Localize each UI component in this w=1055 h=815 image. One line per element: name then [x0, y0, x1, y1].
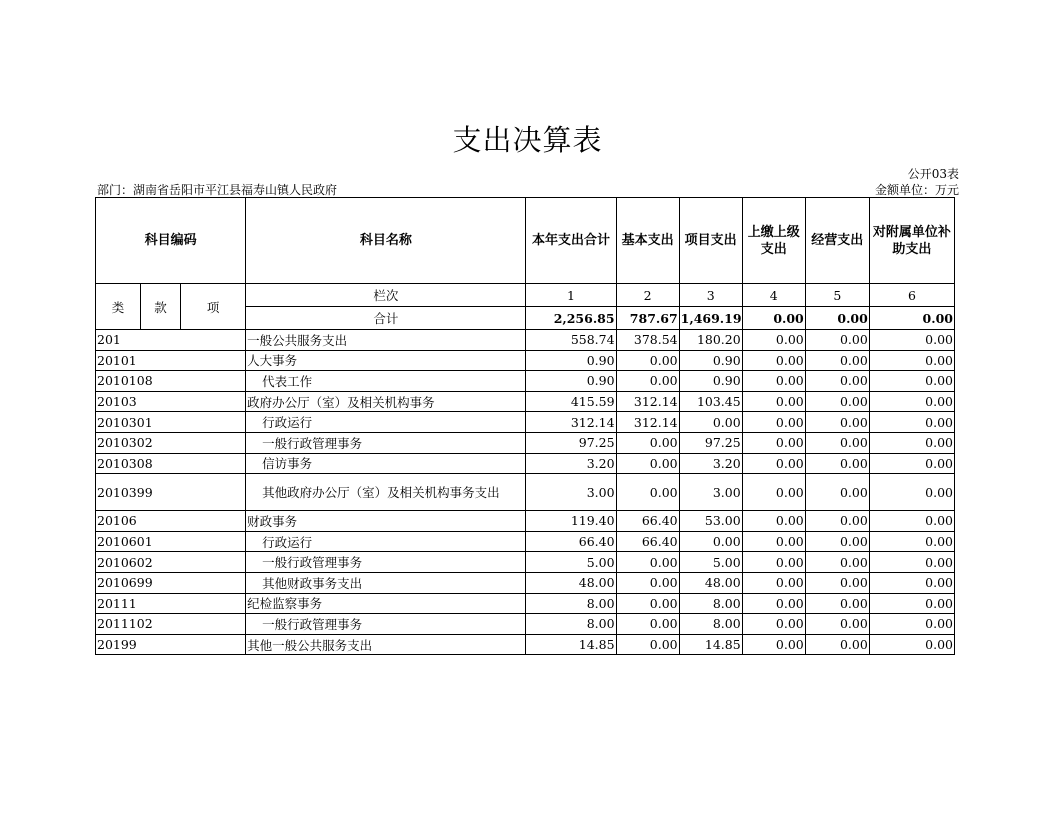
total-cell: 2,256.85 — [526, 307, 616, 330]
row-value: 119.40 — [526, 511, 616, 532]
header-project: 项目支出 — [679, 198, 742, 284]
row-value: 0.00 — [742, 371, 805, 392]
header-lei: 类 — [96, 284, 141, 330]
row-code: 20106 — [96, 511, 246, 532]
row-value: 66.40 — [616, 531, 679, 552]
col-index-6: 6 — [869, 284, 954, 307]
row-value: 0.00 — [616, 453, 679, 474]
table-row — [96, 593, 955, 614]
row-code: 2010108 — [96, 371, 246, 392]
row-value: 8.00 — [679, 614, 742, 635]
row-value: 0.00 — [869, 474, 954, 511]
row-value: 0.00 — [616, 432, 679, 453]
row-value: 0.00 — [742, 552, 805, 573]
table-row — [96, 371, 955, 392]
row-value: 0.00 — [805, 371, 869, 392]
table-row — [96, 552, 955, 573]
row-value: 0.00 — [742, 350, 805, 371]
row-value: 0.00 — [679, 412, 742, 433]
row-value: 0.00 — [869, 453, 954, 474]
col-index-3: 3 — [679, 284, 742, 307]
row-code: 20111 — [96, 593, 246, 614]
row-value: 0.00 — [616, 634, 679, 655]
row-name: 财政事务 — [246, 511, 526, 532]
row-value: 0.00 — [742, 572, 805, 593]
row-name: 其他财政事务支出 — [246, 572, 526, 593]
row-value: 0.00 — [616, 593, 679, 614]
col-index-5: 5 — [805, 284, 869, 307]
row-value: 97.25 — [526, 432, 616, 453]
row-value: 0.00 — [805, 572, 869, 593]
row-value: 3.00 — [679, 474, 742, 511]
row-value: 180.20 — [679, 330, 742, 351]
row-value: 312.14 — [616, 391, 679, 412]
row-value: 3.20 — [679, 453, 742, 474]
row-value: 5.00 — [679, 552, 742, 573]
row-value: 0.00 — [742, 634, 805, 655]
row-value: 3.20 — [526, 453, 616, 474]
header-remit: 上缴上级支出 — [742, 198, 805, 284]
row-value: 0.00 — [805, 511, 869, 532]
row-value: 0.00 — [805, 634, 869, 655]
row-value: 0.00 — [869, 330, 954, 351]
row-name: 纪检监察事务 — [246, 593, 526, 614]
row-value: 0.00 — [869, 531, 954, 552]
row-code: 2010699 — [96, 572, 246, 593]
row-value: 5.00 — [526, 552, 616, 573]
header-total: 本年支出合计 — [526, 198, 616, 284]
row-value: 0.00 — [869, 350, 954, 371]
row-value: 415.59 — [526, 391, 616, 412]
row-code: 20101 — [96, 350, 246, 371]
row-value: 0.00 — [869, 614, 954, 635]
row-value: 558.74 — [526, 330, 616, 351]
row-value: 0.00 — [805, 330, 869, 351]
row-value: 0.00 — [616, 614, 679, 635]
row-name: 行政运行 — [246, 412, 526, 433]
row-value: 0.00 — [805, 531, 869, 552]
row-value: 0.00 — [805, 474, 869, 511]
header-row — [96, 198, 955, 284]
page-title: 支出决算表 — [452, 123, 603, 157]
row-value: 0.00 — [679, 531, 742, 552]
header-subsidy: 对附属单位补助支出 — [869, 198, 954, 284]
row-code: 2010601 — [96, 531, 246, 552]
row-code: 2010399 — [96, 474, 246, 511]
row-value: 97.25 — [679, 432, 742, 453]
col-index-2: 2 — [616, 284, 679, 307]
row-value: 0.00 — [805, 412, 869, 433]
row-value: 0.00 — [742, 391, 805, 412]
expenditure-table — [95, 197, 955, 655]
table-body — [96, 330, 955, 655]
table-row — [96, 572, 955, 593]
row-value: 0.00 — [742, 432, 805, 453]
table-row — [96, 330, 955, 351]
row-name: 政府办公厅（室）及相关机构事务 — [246, 391, 526, 412]
header-name: 科目名称 — [246, 198, 526, 284]
row-value: 48.00 — [679, 572, 742, 593]
row-value: 3.00 — [526, 474, 616, 511]
row-value: 0.00 — [805, 593, 869, 614]
row-value: 0.00 — [616, 572, 679, 593]
col-index-4: 4 — [742, 284, 805, 307]
row-value: 8.00 — [526, 614, 616, 635]
header-basic: 基本支出 — [616, 198, 679, 284]
header-business: 经营支出 — [805, 198, 869, 284]
row-value: 0.00 — [742, 453, 805, 474]
row-code: 201 — [96, 330, 246, 351]
row-name: 一般公共服务支出 — [246, 330, 526, 351]
total-cell: 787.67 — [616, 307, 679, 330]
row-code: 2010602 — [96, 552, 246, 573]
row-value: 0.00 — [616, 474, 679, 511]
row-value: 0.00 — [616, 350, 679, 371]
total-cell: 0.00 — [805, 307, 869, 330]
row-value: 0.00 — [869, 634, 954, 655]
unit-label: 金额单位：万元 — [874, 183, 959, 197]
row-value: 312.14 — [616, 412, 679, 433]
table-row — [96, 350, 955, 371]
row-name: 一般行政管理事务 — [246, 432, 526, 453]
row-value: 14.85 — [679, 634, 742, 655]
row-value: 0.00 — [742, 614, 805, 635]
table-row — [96, 531, 955, 552]
total-cell: 1,469.19 — [679, 307, 742, 330]
row-name: 行政运行 — [246, 531, 526, 552]
table-row — [96, 614, 955, 635]
row-value: 0.00 — [616, 371, 679, 392]
row-name: 人大事务 — [246, 350, 526, 371]
row-value: 48.00 — [526, 572, 616, 593]
row-name: 一般行政管理事务 — [246, 552, 526, 573]
row-value: 0.00 — [869, 371, 954, 392]
form-number: 公开03表 — [907, 167, 959, 181]
row-value: 0.00 — [616, 552, 679, 573]
row-code: 20103 — [96, 391, 246, 412]
department-label: 部门：湖南省岳阳市平江县福寿山镇人民政府 — [97, 183, 338, 197]
row-value: 0.00 — [742, 511, 805, 532]
total-label: 合计 — [246, 307, 526, 330]
row-name: 一般行政管理事务 — [246, 614, 526, 635]
row-value: 0.00 — [869, 572, 954, 593]
row-code: 2010301 — [96, 412, 246, 433]
row-code: 20199 — [96, 634, 246, 655]
row-value: 0.00 — [742, 412, 805, 433]
column-index-row — [96, 284, 955, 307]
table-row — [96, 453, 955, 474]
table-row — [96, 634, 955, 655]
row-name: 其他一般公共服务支出 — [246, 634, 526, 655]
row-value: 0.00 — [742, 593, 805, 614]
row-value: 0.00 — [869, 511, 954, 532]
row-value: 312.14 — [526, 412, 616, 433]
row-value: 66.40 — [526, 531, 616, 552]
row-value: 0.90 — [679, 350, 742, 371]
row-value: 0.00 — [869, 593, 954, 614]
table-row — [96, 474, 955, 511]
row-value: 0.00 — [805, 391, 869, 412]
row-value: 0.00 — [742, 330, 805, 351]
row-value: 103.45 — [679, 391, 742, 412]
row-value: 0.00 — [805, 453, 869, 474]
table-row — [96, 511, 955, 532]
row-value: 0.00 — [869, 412, 954, 433]
row-code: 2011102 — [96, 614, 246, 635]
row-value: 0.00 — [869, 432, 954, 453]
row-value: 0.00 — [742, 474, 805, 511]
row-name: 代表工作 — [246, 371, 526, 392]
row-value: 0.00 — [869, 391, 954, 412]
row-value: 378.54 — [616, 330, 679, 351]
row-value: 0.00 — [805, 552, 869, 573]
row-value: 0.90 — [526, 350, 616, 371]
row-value: 66.40 — [616, 511, 679, 532]
col-index-1: 1 — [526, 284, 616, 307]
row-value: 14.85 — [526, 634, 616, 655]
total-cell: 0.00 — [869, 307, 954, 330]
table-row — [96, 391, 955, 412]
header-lanci: 栏次 — [246, 284, 526, 307]
header-xiang: 项 — [181, 284, 246, 330]
header-kuan: 款 — [141, 284, 181, 330]
row-name: 信访事务 — [246, 453, 526, 474]
row-code: 2010302 — [96, 432, 246, 453]
row-value: 8.00 — [679, 593, 742, 614]
row-value: 0.00 — [805, 350, 869, 371]
row-code: 2010308 — [96, 453, 246, 474]
row-value: 8.00 — [526, 593, 616, 614]
row-value: 0.00 — [805, 614, 869, 635]
table-row — [96, 412, 955, 433]
row-value: 0.00 — [869, 552, 954, 573]
row-value: 53.00 — [679, 511, 742, 532]
total-cell: 0.00 — [742, 307, 805, 330]
row-value: 0.90 — [526, 371, 616, 392]
row-name: 其他政府办公厅（室）及相关机构事务支出 — [246, 474, 526, 511]
header-code: 科目编码 — [96, 198, 246, 284]
table-row — [96, 432, 955, 453]
row-value: 0.90 — [679, 371, 742, 392]
row-value: 0.00 — [805, 432, 869, 453]
row-value: 0.00 — [742, 531, 805, 552]
